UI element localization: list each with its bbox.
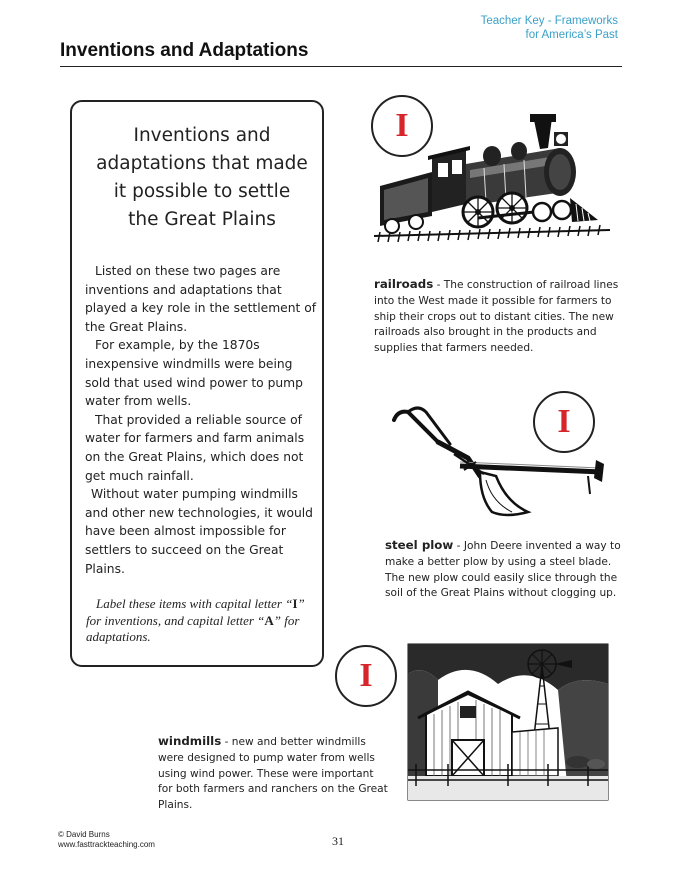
windmills-answer-circle[interactable] <box>335 645 397 707</box>
windmill-barn-illustration <box>408 644 608 800</box>
title-divider <box>60 66 622 67</box>
intro-paragraph: Listed on these two pages are inventions and adaptations that played a key role in the settlement of the Great Plains. <box>85 264 317 334</box>
steel-plow-description <box>385 538 630 602</box>
label-instruction <box>86 596 318 646</box>
page-number: 31 <box>332 834 344 848</box>
copyright-text: © David Burns <box>58 830 110 839</box>
teacher-key-line2: for America’s Past <box>525 29 618 41</box>
intro-body <box>85 262 317 578</box>
steel-plow-text: - John Deere invented a way to make a better plow by using a steel blade. The new plow could easily slice through the soil of the Great Plains without clogging up. <box>385 540 621 600</box>
intro-title-line: the Great Plains <box>128 209 276 230</box>
steel-plow-term: steel plow <box>385 538 454 552</box>
intro-title-line: Inventions and <box>133 125 271 146</box>
label-instruction-text: Label these items with capital letter “ <box>96 596 293 611</box>
steel-plow-answer-letter: I <box>557 403 571 440</box>
intro-title-line: adaptations that made <box>96 153 308 174</box>
label-instruction-text: ” for adaptations. <box>86 612 300 644</box>
teacher-key-header <box>481 14 618 42</box>
label-instruction-text: ” for inventions, and capital letter “ <box>86 596 305 628</box>
windmills-description <box>158 734 390 814</box>
label-letter-i: I <box>292 596 298 611</box>
railroads-text: - The construction of railroad lines into the West made it possible for farmers to ship their crops out to distant cities. The new railroads also brought in the products and supplies that farmers needed. <box>374 279 619 355</box>
railroads-answer-circle[interactable] <box>371 95 433 157</box>
railroads-term: railroads <box>374 277 434 291</box>
footer-copyright <box>58 830 155 850</box>
intro-title-line: it possible to settle <box>113 181 291 202</box>
teacher-key-line1: Teacher Key - Frameworks <box>480 15 618 27</box>
intro-paragraph: For example, by the 1870s inexpensive windmills were being sold that used wind power to pump water from wells. <box>85 338 303 409</box>
page-title: Inventions and Adaptations <box>60 40 309 61</box>
label-letter-a: A <box>264 612 274 628</box>
intro-paragraph: Without water pumping windmills and other new technologies, it would have been almost impossible for settlers to succeed on the Great Plains. <box>85 487 313 576</box>
website-link[interactable]: www.fasttrackteaching.com <box>58 840 155 849</box>
windmills-term: windmills <box>158 734 222 748</box>
intro-paragraph: That provided a reliable source of water for farmers and farm animals on the Great Plains, which does not get much rainfall. <box>85 412 305 483</box>
railroads-answer-letter: I <box>395 107 409 144</box>
intro-box-title <box>86 122 318 234</box>
railroads-description <box>374 277 624 357</box>
steel-plow-answer-circle[interactable] <box>533 391 595 453</box>
windmills-answer-letter: I <box>359 657 373 694</box>
windmills-text: - new and better windmills were designed to pump water from wells using wind power. These were important for both farmers and ranchers on the Great Plains. <box>158 736 388 812</box>
